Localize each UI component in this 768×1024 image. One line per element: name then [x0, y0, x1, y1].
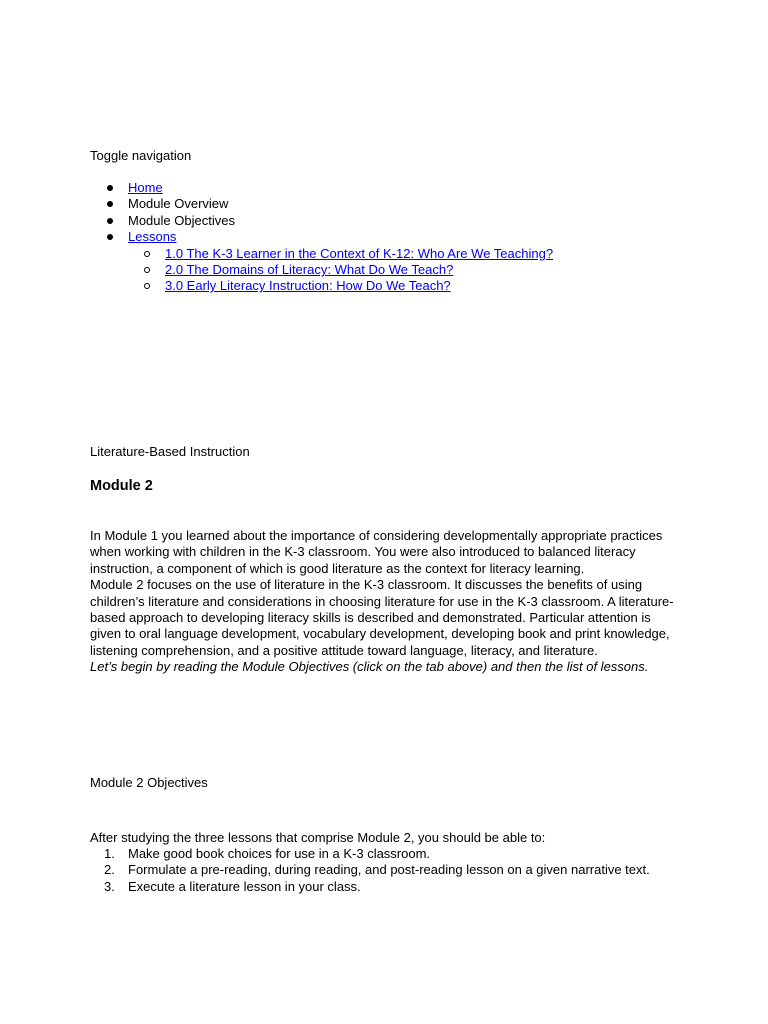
nav-link-home[interactable]: Home: [128, 180, 163, 195]
overview-instruction: Let’s begin by reading the Module Objectives (click on the tab above) and then the list of lessons.: [90, 659, 649, 675]
course-title: Literature-Based Instruction: [90, 444, 250, 459]
overview-paragraph-2: Module 2 focuses on the use of literature in the K-3 classroom. It discusses the benefits of using children’s literature and considerations in choosing literature for use in the K-3 classroom. A literature-based approach to developing literacy skills is described and demonstrated. Particular attention is given to oral language development, vocabulary development, developing book and print knowledge, listening comprehension, and a positive attitude toward language, literacy, and literature.: [90, 577, 674, 658]
lesson-link-2[interactable]: 2.0 The Domains of Literacy: What Do We Teach?: [165, 262, 454, 278]
nav-label-module-objectives[interactable]: Module Objectives: [128, 212, 235, 228]
objective-text: Make good book choices for use in a K-3 classroom.: [128, 846, 431, 861]
lesson-item-3[interactable]: [128, 278, 553, 294]
nav-item-module-objectives[interactable]: [90, 213, 553, 229]
lesson-link-1[interactable]: 1.0 The K-3 Learner in the Context of K-12: Who Are We Teaching?: [165, 245, 554, 261]
lesson-item-2[interactable]: [128, 262, 553, 278]
lesson-item-1[interactable]: [128, 246, 553, 262]
nav-menu: [90, 180, 553, 295]
objectives-intro: After studying the three lessons that comprise Module 2, you should be able to:: [90, 830, 546, 845]
nav-label-module-overview[interactable]: Module Overview: [128, 196, 229, 212]
objective-item: [90, 862, 680, 878]
nav-item-lessons[interactable]: [90, 229, 553, 295]
objective-number: 3.: [104, 878, 115, 894]
objective-item: [90, 846, 680, 862]
overview-paragraph-1: In Module 1 you learned about the importance of considering developmentally appropriate practices when working with children in the K-3 classroom. You were also introduced to balanced literacy instruction, a component of which is good literature as the context for literacy learning.: [90, 528, 663, 576]
nav-item-home[interactable]: [90, 180, 553, 196]
lesson-link-3[interactable]: 3.0 Early Literacy Instruction: How Do We Teach?: [165, 278, 451, 294]
objective-text: Execute a literature lesson in your class.: [128, 878, 361, 894]
objective-number: 2.: [104, 862, 115, 878]
objectives-list: [90, 846, 680, 895]
module-overview: [90, 528, 680, 676]
objective-number: 1.: [104, 846, 115, 861]
toggle-navigation-button[interactable]: Toggle navigation: [90, 148, 192, 163]
lessons-submenu: [128, 246, 553, 295]
objectives-heading: Module 2 Objectives: [90, 775, 208, 790]
module-title: Module 2: [90, 478, 153, 494]
objective-text: Formulate a pre-reading, during reading, and post-reading lesson on a given narrative text.: [128, 862, 650, 878]
objective-item: [90, 879, 680, 895]
nav-link-lessons[interactable]: Lessons: [128, 229, 177, 245]
nav-item-module-overview[interactable]: [90, 196, 553, 212]
